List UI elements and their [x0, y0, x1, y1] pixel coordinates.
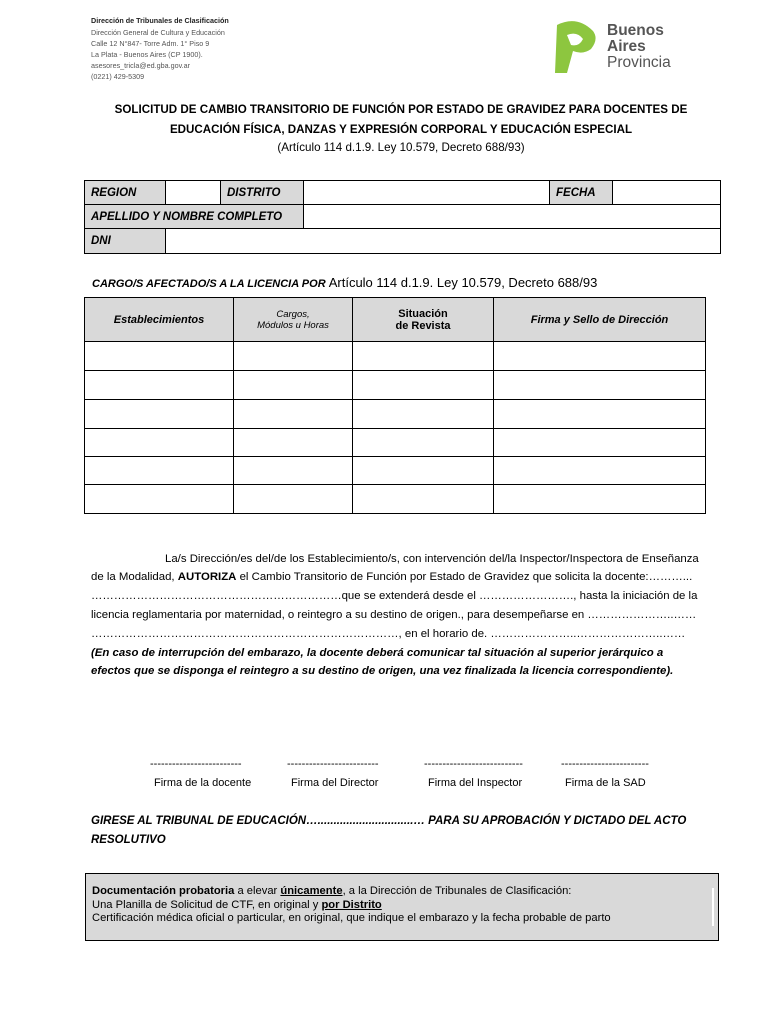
documentation-box	[85, 873, 719, 941]
table-row	[85, 429, 706, 457]
col-situacion-line1: Situación	[398, 307, 448, 320]
region-field[interactable]	[166, 181, 221, 205]
doc-unicamente: únicamente	[280, 885, 343, 897]
org-dept: Dirección General de Cultura y Educación	[91, 28, 225, 37]
body-line-2a: de la Modalidad,	[91, 571, 175, 583]
table-cell[interactable]	[494, 400, 706, 429]
table-row	[85, 371, 706, 400]
table-cell[interactable]	[85, 371, 234, 400]
signature-line-inspector: ---------------------------	[424, 758, 523, 770]
table-cell[interactable]	[494, 485, 706, 514]
col-cargos	[234, 298, 353, 342]
doc-heading: Documentación probatoria	[92, 885, 235, 897]
logo-text-buenos: Buenos	[607, 22, 664, 39]
table-cell[interactable]	[353, 457, 494, 485]
table-cell[interactable]	[494, 429, 706, 457]
distrito-field[interactable]	[304, 181, 550, 205]
autoriza-text: AUTORIZA	[177, 571, 237, 583]
table-cell[interactable]	[234, 371, 353, 400]
table-row	[85, 457, 706, 485]
table-cell[interactable]	[494, 371, 706, 400]
form-title-line2: EDUCACIÓN FÍSICA, DANZAS Y EXPRESIÓN CORPORAL Y EDUCACIÓN ESPECIAL	[169, 123, 633, 136]
signature-line-sad: ------------------------	[561, 758, 649, 770]
body-line-7: efectos que se disponga el reintegro a su destino de origen, una vez finalizada la licencia correspondiente).	[91, 665, 674, 677]
girese-line-1: GIRESE AL TRIBUNAL DE EDUCACIÓN…..............................… PARA SU APROBACIÓN Y DICTADO DEL ACTO	[91, 815, 687, 827]
org-city: La Plata - Buenos Aires (CP 1900).	[91, 50, 203, 59]
table-cell[interactable]	[494, 457, 706, 485]
doc-por-distrito: por Distrito	[321, 899, 382, 911]
signature-label-inspector: Firma del Inspector	[428, 777, 523, 789]
form-title-line1: SOLICITUD DE CAMBIO TRANSITORIO DE FUNCIÓN POR ESTADO DE GRAVIDEZ PARA DOCENTES DE	[114, 103, 688, 116]
cargo-suffix: Artículo 114 d.1.9. Ley 10.579, Decreto 688/93	[328, 275, 598, 290]
col-situacion	[353, 298, 494, 342]
signature-label-sad: Firma de la SAD	[565, 777, 646, 789]
table-cell[interactable]	[85, 485, 234, 514]
table-cell[interactable]	[234, 429, 353, 457]
col-firma: Firma y Sello de Dirección	[494, 298, 706, 342]
table-cell[interactable]	[85, 342, 234, 371]
col-situacion-line2: de Revista	[395, 319, 451, 332]
signature-label-director: Firma del Director	[291, 777, 379, 789]
table-cell[interactable]	[353, 429, 494, 457]
table-cell[interactable]	[353, 342, 494, 371]
table-cell[interactable]	[353, 400, 494, 429]
form-subtitle: (Artículo 114 d.1.9. Ley 10.579, Decreto 688/93)	[277, 141, 525, 154]
table-row	[85, 342, 706, 371]
region-label: REGION	[85, 181, 166, 205]
table-cell[interactable]	[85, 457, 234, 485]
doc-text-2: , a la Dirección de Tribunales de Clasificación:	[342, 885, 572, 897]
doc-planilla: Una Planilla de Solicitud de CTF, en original y	[92, 899, 322, 911]
doc-text-1: a elevar	[234, 885, 281, 897]
logo-text-aires: Aires	[607, 38, 646, 55]
table-cell[interactable]	[85, 429, 234, 457]
dni-field[interactable]	[166, 229, 721, 254]
table-cell[interactable]	[234, 400, 353, 429]
body-line-5: ………………………………………………………………………, en el horario de. …………………..…………………..……	[91, 628, 686, 640]
logo-text-provincia: Provincia	[607, 54, 671, 71]
establishments-table	[84, 297, 706, 514]
org-address: Calle 12 N°847- Torre Adm. 1° Piso 9	[91, 39, 210, 48]
fecha-label: FECHA	[550, 181, 613, 205]
fecha-field[interactable]	[613, 181, 721, 205]
org-email: asesores_tricla@ed.gba.gov.ar	[91, 61, 191, 70]
table-cell[interactable]	[234, 342, 353, 371]
doc-line-1	[92, 885, 571, 897]
table-cell[interactable]	[353, 485, 494, 514]
org-phone: (0221) 429-5309	[91, 72, 145, 81]
table-row	[85, 400, 706, 429]
table-cell[interactable]	[85, 400, 234, 429]
org-name: Dirección de Tribunales de Clasificación	[91, 16, 229, 25]
table-cell[interactable]	[234, 485, 353, 514]
province-logo-icon	[553, 19, 599, 73]
signature-line-docente: -------------------------	[150, 758, 242, 770]
dni-label: DNI	[85, 229, 166, 254]
info-table	[84, 180, 721, 254]
col-establecimientos: Establecimientos	[85, 298, 234, 342]
box-divider	[712, 888, 714, 926]
table-cell[interactable]	[234, 457, 353, 485]
distrito-label: DISTRITO	[221, 181, 304, 205]
body-line-2c: el Cambio Transitorio de Función por Estado de Gravidez que solicita la docente:………...	[236, 571, 693, 583]
signature-label-docente: Firma de la docente	[154, 777, 252, 789]
table-cell[interactable]	[353, 371, 494, 400]
body-line-2	[91, 570, 692, 584]
apellido-field[interactable]	[304, 205, 721, 229]
doc-line-2	[92, 899, 382, 911]
table-row	[85, 485, 706, 514]
table-cell[interactable]	[494, 342, 706, 371]
body-line-3: …………………………………………………………que se extenderá desde el ……………………., hasta la iniciación de la	[91, 590, 698, 602]
body-line-6: (En caso de interrupción del embarazo, la docente deberá comunicar tal situación al superior jerárquico a	[91, 647, 664, 659]
body-line-1: La/s Dirección/es del/de los Establecimiento/s, con intervención del/la Inspector/Inspectora de Enseñanza	[165, 553, 699, 565]
doc-line-3: Certificación médica oficial o particular, en original, que indique el embarazo y la fecha probable de parto	[92, 912, 611, 924]
body-line-4: licencia reglamentaria por maternidad, o reintegro a su destino de origen., para desempeñarse en …………………..……	[91, 609, 697, 621]
signature-line-director: -------------------------	[287, 758, 379, 770]
girese-line-2: RESOLUTIVO	[91, 834, 166, 846]
cargo-prefix: CARGO/S AFECTADO/S A LA LICENCIA POR	[92, 278, 326, 290]
col-cargos-line2: Módulos u Horas	[257, 319, 329, 331]
col-cargos-line1: Cargos,	[276, 308, 310, 320]
apellido-label: APELLIDO Y NOMBRE COMPLETO	[85, 205, 304, 229]
cargo-heading	[92, 275, 597, 290]
